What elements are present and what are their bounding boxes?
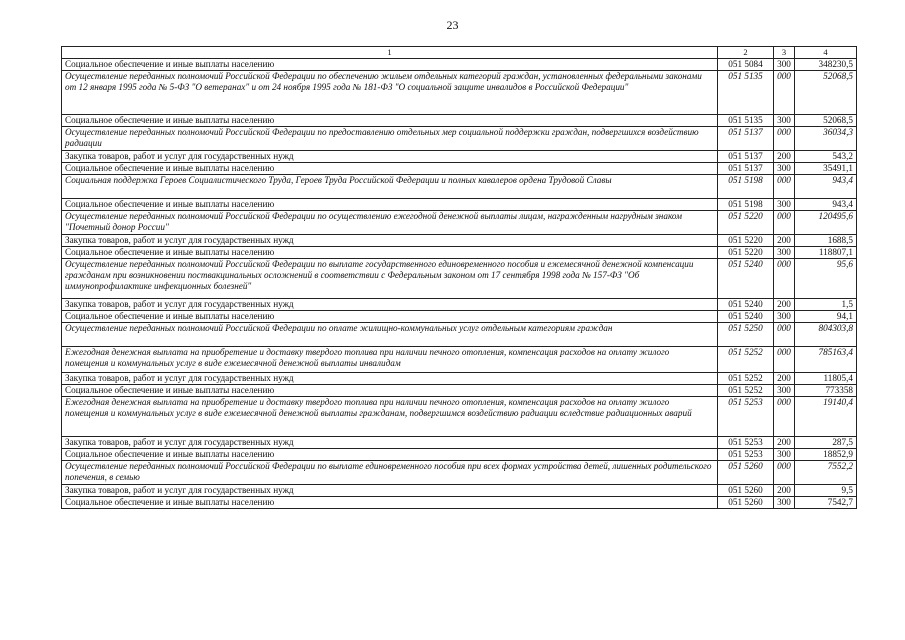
row-amount-cell: 94,1 [795,311,857,323]
row-amount-cell: 52068,5 [795,115,857,127]
table-header-row [62,47,857,59]
row-code-cell: 051 5260 [718,497,774,509]
table-row [62,385,857,397]
row-type-cell: 000 [774,461,795,485]
row-code-cell: 051 5240 [718,311,774,323]
row-name-cell: Осуществление переданных полномочий Российской Федерации по выплате единовременного пособия при всех формах устройства детей, лишенных родительского попечения, в семью [62,461,718,485]
table-row [62,71,857,115]
row-amount-cell: 1688,5 [795,235,857,247]
row-type-cell: 200 [774,299,795,311]
row-code-cell: 051 5253 [718,437,774,449]
row-name-cell: Социальное обеспечение и иные выплаты населению [62,247,718,259]
row-code-cell: 051 5198 [718,199,774,211]
row-name-cell: Закупка товаров, работ и услуг для государственных нужд [62,485,718,497]
row-type-cell: 200 [774,437,795,449]
table-row [62,247,857,259]
row-amount-cell: 543,2 [795,151,857,163]
row-amount-cell: 11805,4 [795,373,857,385]
row-amount-cell: 36034,3 [795,127,857,151]
table-row [62,151,857,163]
row-type-cell: 000 [774,259,795,299]
row-amount-cell: 287,5 [795,437,857,449]
row-name-cell: Социальное обеспечение и иные выплаты населению [62,115,718,127]
table-row [62,163,857,175]
row-code-cell: 051 5137 [718,127,774,151]
row-code-cell: 051 5137 [718,163,774,175]
table-row [62,115,857,127]
table-row [62,299,857,311]
row-code-cell: 051 5137 [718,151,774,163]
table-row [62,175,857,199]
table-row [62,497,857,509]
table-row [62,485,857,497]
table-row [62,397,857,437]
header-col-1: 1 [62,47,718,59]
row-name-cell: Закупка товаров, работ и услуг для государственных нужд [62,437,718,449]
row-name-cell: Социальное обеспечение и иные выплаты населению [62,385,718,397]
row-type-cell: 300 [774,163,795,175]
row-type-cell: 300 [774,115,795,127]
header-col-2: 2 [718,47,774,59]
row-code-cell: 051 5198 [718,175,774,199]
row-name-cell: Осуществление переданных полномочий Российской Федерации по выплате государственного единовременного пособия и ежемесячной денежной компенсации гражданам при возникновении поствакцинальных осложнений в соответствии с Федеральным законом от 17 сентября 1998 года № 157-ФЗ "Об иммунопрофилактике инфекционных болезней" [62,259,718,299]
table-row [62,323,857,347]
row-name-cell: Ежегодная денежная выплата на приобретение и доставку твердого топлива при наличии печного отопления, компенсация расходов на оплату жилого помещения и коммунальных услуг в виде ежемесячной денежной выплаты гражданам, подвергшимся воздействию радиации вследствие радиационных аварий [62,397,718,437]
row-name-cell: Социальное обеспечение и иные выплаты населению [62,311,718,323]
row-name-cell: Социальное обеспечение и иные выплаты населению [62,199,718,211]
row-name-cell: Закупка товаров, работ и услуг для государственных нужд [62,373,718,385]
table-body [62,59,857,509]
row-code-cell: 051 5252 [718,385,774,397]
table-row [62,127,857,151]
header-col-4: 4 [795,47,857,59]
row-code-cell: 051 5260 [718,485,774,497]
row-name-cell: Социальное обеспечение и иные выплаты населению [62,59,718,71]
row-type-cell: 300 [774,199,795,211]
header-col-3: 3 [774,47,795,59]
row-type-cell: 000 [774,127,795,151]
row-type-cell: 200 [774,373,795,385]
row-type-cell: 200 [774,235,795,247]
table-row [62,235,857,247]
row-code-cell: 051 5135 [718,115,774,127]
table-row [62,437,857,449]
row-name-cell: Закупка товаров, работ и услуг для государственных нужд [62,235,718,247]
row-type-cell: 000 [774,347,795,373]
row-amount-cell: 118807,1 [795,247,857,259]
row-amount-cell: 785163,4 [795,347,857,373]
row-name-cell: Осуществление переданных полномочий Российской Федерации по осуществлению ежегодной денежной выплаты лицам, награжденным нагрудным знаком "Почетный донор России" [62,211,718,235]
budget-table [61,46,857,509]
row-type-cell: 000 [774,211,795,235]
table-row [62,347,857,373]
row-amount-cell: 120495,6 [795,211,857,235]
row-code-cell: 051 5253 [718,397,774,437]
row-name-cell: Закупка товаров, работ и услуг для государственных нужд [62,299,718,311]
row-type-cell: 300 [774,59,795,71]
row-code-cell: 051 5260 [718,461,774,485]
row-amount-cell: 804303,8 [795,323,857,347]
row-type-cell: 300 [774,247,795,259]
table-row [62,59,857,71]
row-amount-cell: 95,6 [795,259,857,299]
row-code-cell: 051 5253 [718,449,774,461]
row-type-cell: 200 [774,151,795,163]
row-code-cell: 051 5220 [718,247,774,259]
row-amount-cell: 52068,5 [795,71,857,115]
row-amount-cell: 773358 [795,385,857,397]
row-name-cell: Осуществление переданных полномочий Российской Федерации по оплате жилищно-коммунальных услуг отдельным категориям граждан [62,323,718,347]
row-type-cell: 000 [774,323,795,347]
row-type-cell: 000 [774,71,795,115]
row-code-cell: 051 5220 [718,211,774,235]
row-code-cell: 051 5252 [718,373,774,385]
row-code-cell: 051 5240 [718,259,774,299]
row-amount-cell: 35491,1 [795,163,857,175]
row-type-cell: 000 [774,175,795,199]
row-name-cell: Социальная поддержка Героев Социалистического Труда, Героев Труда Российской Федерации и полных кавалеров ордена Трудовой Славы [62,175,718,199]
table-row [62,449,857,461]
row-code-cell: 051 5240 [718,299,774,311]
row-amount-cell: 943,4 [795,199,857,211]
row-name-cell: Социальное обеспечение и иные выплаты населению [62,163,718,175]
row-amount-cell: 1,5 [795,299,857,311]
row-type-cell: 300 [774,449,795,461]
table-row [62,311,857,323]
row-amount-cell: 18852,9 [795,449,857,461]
row-type-cell: 300 [774,385,795,397]
row-name-cell: Осуществление переданных полномочий Российской Федерации по обеспечению жильем отдельных категорий граждан, установленных федеральными законами от 12 января 1995 года № 5-ФЗ "О ветеранах" и от 24 ноября 1995 года № 181-ФЗ "О социальной защите инвалидов в Российской Федерации" [62,71,718,115]
row-code-cell: 051 5220 [718,235,774,247]
row-code-cell: 051 5250 [718,323,774,347]
row-amount-cell: 348230,5 [795,59,857,71]
row-amount-cell: 7552,2 [795,461,857,485]
row-code-cell: 051 5084 [718,59,774,71]
page-number: 23 [446,18,459,32]
table-row [62,259,857,299]
row-name-cell: Социальное обеспечение и иные выплаты населению [62,497,718,509]
row-code-cell: 051 5252 [718,347,774,373]
table-row [62,461,857,485]
row-name-cell: Закупка товаров, работ и услуг для государственных нужд [62,151,718,163]
row-type-cell: 200 [774,485,795,497]
row-name-cell: Ежегодная денежная выплата на приобретение и доставку твердого топлива при наличии печного отопления, компенсация расходов на оплату жилого помещения и коммунальных услуг в виде ежемесячной денежной выплаты инвалидам [62,347,718,373]
row-amount-cell: 943,4 [795,175,857,199]
row-name-cell: Осуществление переданных полномочий Российской Федерации по предоставлению отдельных мер социальной поддержки граждан, подвергшихся воздействию радиации [62,127,718,151]
row-amount-cell: 9,5 [795,485,857,497]
row-code-cell: 051 5135 [718,71,774,115]
row-amount-cell: 7542,7 [795,497,857,509]
row-name-cell: Социальное обеспечение и иные выплаты населению [62,449,718,461]
table-row [62,373,857,385]
row-type-cell: 000 [774,397,795,437]
table-row [62,211,857,235]
row-type-cell: 300 [774,497,795,509]
table-row [62,199,857,211]
row-type-cell: 300 [774,311,795,323]
row-amount-cell: 19140,4 [795,397,857,437]
